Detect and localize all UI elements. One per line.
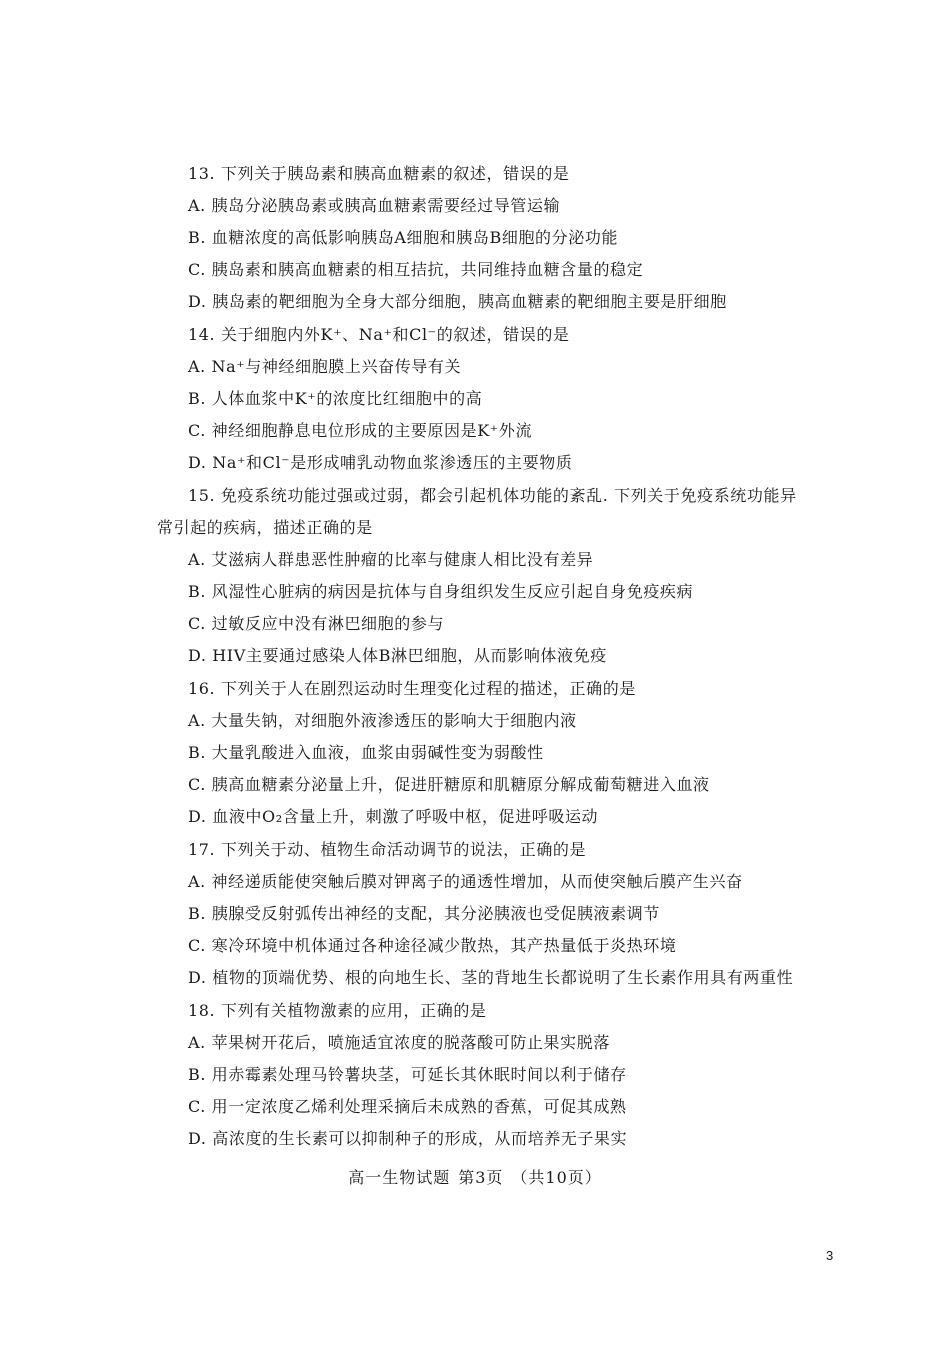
question-stem: 17. 下列关于动、植物生命活动调节的说法，正确的是: [188, 840, 587, 859]
option-a: A. 大量失钠，对细胞外液渗透压的影响大于细胞内液: [188, 711, 577, 730]
option-d: D. 植物的顶端优势、根的向地生长、茎的背地生长都说明了生长素作用具有两重性: [188, 968, 794, 987]
footer-title: 高一生物试题: [348, 1168, 451, 1187]
option-c: C. 寒冷环境中机体通过各种途径减少散热，其产热量低于炎热环境: [188, 936, 677, 955]
option-c: C. 过敏反应中没有淋巴细胞的参与: [188, 614, 445, 633]
question-stem: 15. 免疫系统功能过强或过弱，都会引起机体功能的紊乱. 下列关于免疫系统功能异: [188, 486, 797, 505]
option-c: C. 胰岛素和胰高血糖素的相互拮抗，共同维持血糖含量的稳定: [188, 260, 644, 279]
question-stem: 14. 关于细胞内外K⁺、Na⁺和Cl⁻的叙述，错误的是: [188, 325, 570, 344]
option-a: A. 神经递质能使突触后膜对钾离子的通透性增加，从而使突触后膜产生兴奋: [188, 872, 743, 891]
option-d: D. 血液中O₂含量上升，刺激了呼吸中枢，促进呼吸运动: [188, 807, 599, 826]
option-c: C. 胰高血糖素分泌量上升，促进肝糖原和肌糖原分解成葡萄糖进入血液: [188, 775, 710, 794]
question-stem-continued: 常引起的疾病，描述正确的是: [157, 518, 373, 537]
option-b: B. 大量乳酸进入血液，血浆由弱碱性变为弱酸性: [188, 743, 544, 762]
option-c: C. 神经细胞静息电位形成的主要原因是K⁺外流: [188, 421, 533, 440]
question-stem: 16. 下列关于人在剧烈运动时生理变化过程的描述，正确的是: [188, 679, 636, 698]
option-b: B. 风湿性心脏病的病因是抗体与自身组织发生反应引起自身免疫疾病: [188, 582, 694, 601]
option-d: D. 胰岛素的靶细胞为全身大部分细胞，胰高血糖素的靶细胞主要是肝细胞: [188, 292, 727, 311]
option-a: A. 艾滋病人群患恶性肿瘤的比率与健康人相比没有差异: [188, 550, 594, 569]
option-b: B. 胰腺受反射弧传出神经的支配，其分泌胰液也受促胰液素调节: [188, 904, 660, 923]
option-c: C. 用一定浓度乙烯利处理采摘后未成熟的香蕉，可促其成熟: [188, 1097, 627, 1116]
option-d: D. Na⁺和Cl⁻是形成哺乳动物血浆渗透压的主要物质: [188, 453, 573, 472]
footer-total: （共10页）: [511, 1168, 602, 1187]
option-b: B. 血糖浓度的高低影响胰岛A细胞和胰岛B细胞的分泌功能: [188, 228, 619, 247]
question-stem: 13. 下列关于胰岛素和胰高血糖素的叙述，错误的是: [188, 164, 570, 183]
option-b: B. 人体血浆中K⁺的浓度比红细胞中的高: [188, 389, 483, 408]
option-b: B. 用赤霉素处理马铃薯块茎，可延长其休眠时间以利于储存: [188, 1065, 627, 1084]
footer-page: 第3页: [458, 1168, 504, 1187]
page-number: 3: [826, 1248, 834, 1263]
option-d: D. HIV主要通过感染人体B淋巴细胞，从而影响体液免疫: [188, 646, 607, 665]
question-stem: 18. 下列有关植物激素的应用，正确的是: [188, 1001, 487, 1020]
option-a: A. Na⁺与神经细胞膜上兴奋传导有关: [188, 357, 462, 376]
option-a: A. 苹果树开花后，喷施适宜浓度的脱落酸可防止果实脱落: [188, 1033, 610, 1052]
page-footer: [0, 1165, 950, 1188]
option-a: A. 胰岛分泌胰岛素或胰高血糖素需要经过导管运输: [188, 196, 561, 215]
option-d: D. 高浓度的生长素可以抑制种子的形成，从而培养无子果实: [188, 1129, 628, 1148]
